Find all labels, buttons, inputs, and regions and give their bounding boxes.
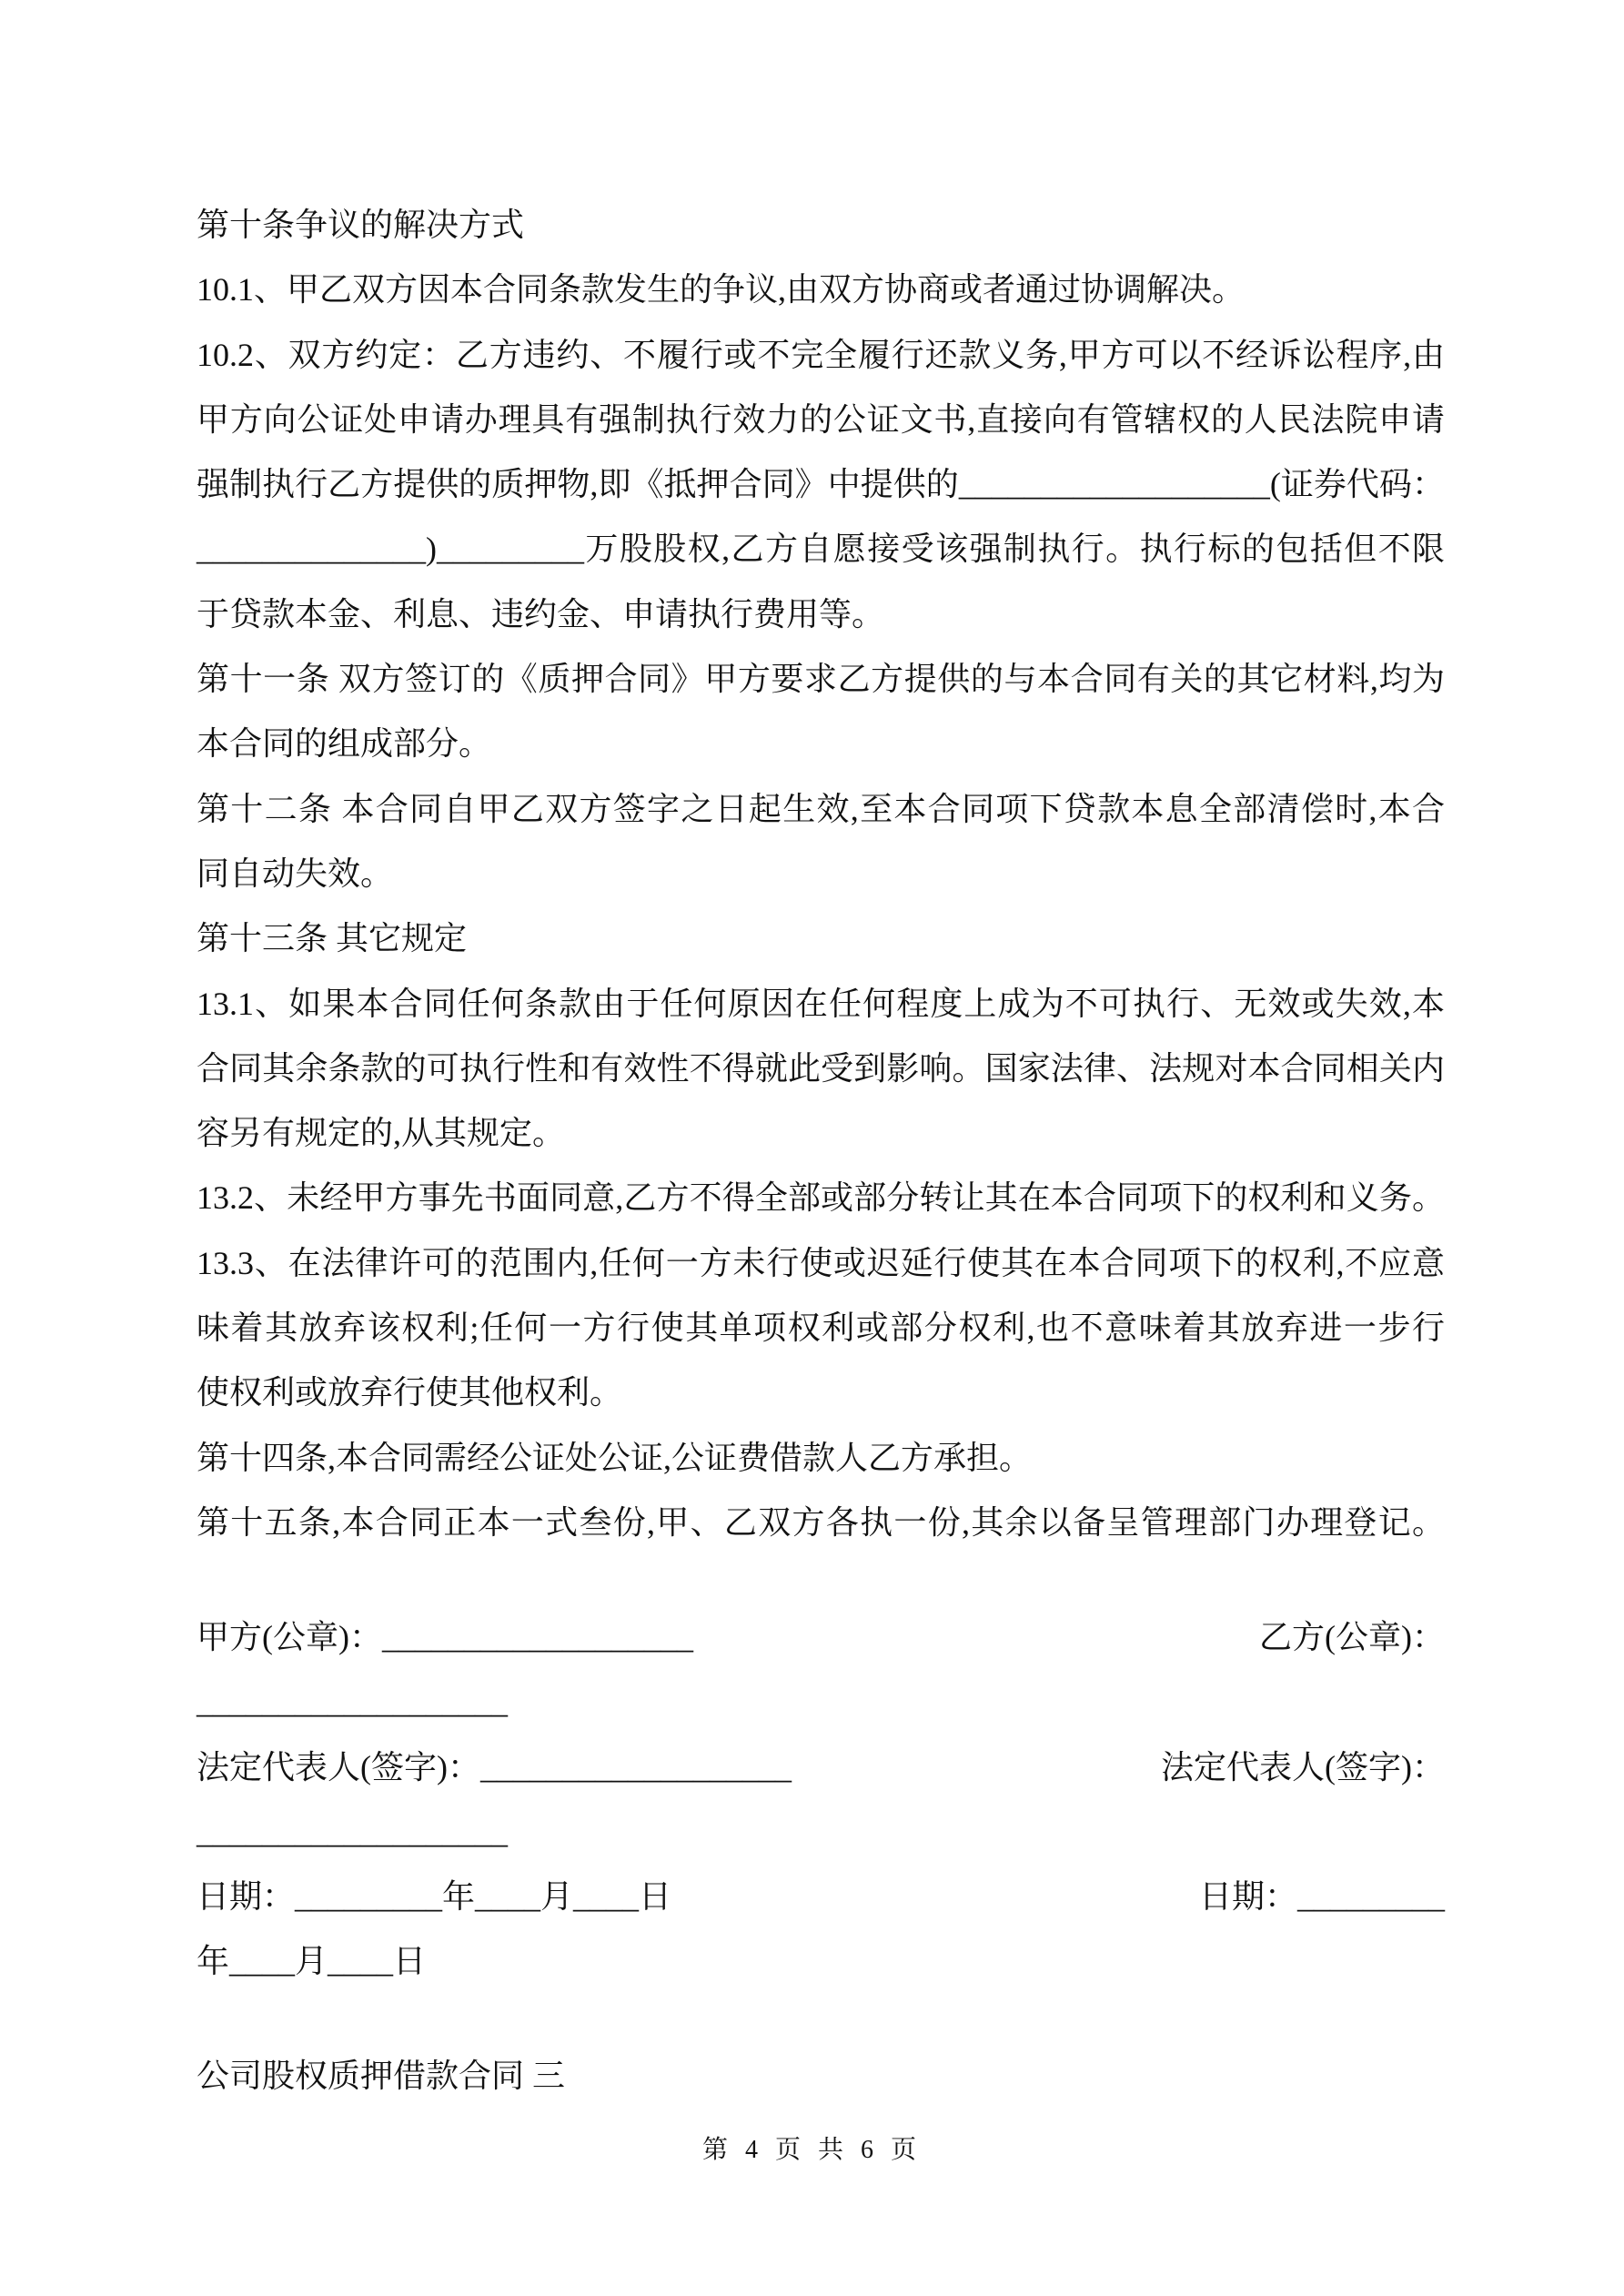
party-b-seal: 乙方(公章)：: [1259, 1619, 1445, 1655]
date-b: 日期：_________: [1198, 1878, 1445, 1916]
representative-row: [197, 1735, 1445, 1800]
body-line: 13.3、在法律许可的范围内,任何一方未行使或迟延行使其在本合同项下的权利,不应意: [197, 1244, 1445, 1281]
body-line: ______________)_________万股股权,乙方自愿接受该强制执行。执行标的包括但不限: [197, 531, 1445, 568]
body-line: 容另有规定的,从其规定。: [197, 1115, 566, 1152]
body-line: 强制执行乙方提供的质押物,即《抵押合同》中提供的___________________(证券代码：: [197, 466, 1445, 503]
body-line: 第十四条,本合同需经公证处公证,公证费借款人乙方承担。: [197, 1439, 1033, 1476]
date-b-cont: 年____月____日: [197, 1943, 427, 1980]
body-line: 第十一条 双方签订的《质押合同》甲方要求乙方提供的与本合同有关的其它材料,均为: [197, 661, 1445, 698]
body-line: 于贷款本金、利息、违约金、申请执行费用等。: [197, 595, 885, 632]
rep-a: 法定代表人(签字)：___________________: [197, 1748, 792, 1785]
body-line: 第十条争议的解决方式: [197, 207, 525, 243]
body-line: 第十三条 其它规定: [197, 920, 468, 957]
signature-section: [197, 1605, 1445, 1995]
body-line: 合同其余条款的可执行性和有效性不得就此受到影响。国家法律、法规对本合同相关内: [197, 1049, 1445, 1087]
body-line: 同自动失效。: [197, 855, 394, 892]
date-row: [197, 1865, 1445, 1929]
rep-b-blank: ___________________: [197, 1813, 508, 1850]
body-line: 使权利或放弃行使其他权利。: [197, 1374, 623, 1411]
next-contract-title: 公司股权质押借款合同 三: [197, 2058, 566, 2094]
party-a-seal: 甲方(公章)：___________________: [197, 1619, 693, 1655]
page-footer: 第 4 页 共 6 页: [701, 2136, 922, 2164]
body-line: 第十二条 本合同自甲乙双方签字之日起生效,至本合同项下贷款本息全部清偿时,本合: [197, 790, 1445, 827]
body-line: 甲方向公证处申请办理具有强制执行效力的公证文书,直接向有管辖权的人民法院申请: [197, 400, 1445, 438]
body-line: 10.1、甲乙双方因本合同条款发生的争议,由双方协商或者通过协调解决。: [197, 271, 1246, 308]
date-a: 日期：_________年____月____日: [197, 1878, 672, 1916]
contract-body: [197, 193, 1445, 1555]
body-line: 第十五条,本合同正本一式叁份,甲、乙双方各执一份,其余以备呈管理部门办理登记。: [197, 1503, 1445, 1541]
body-line: 10.2、双方约定：乙方违约、不履行或不完全履行还款义务,甲方可以不经诉讼程序,由: [197, 336, 1445, 373]
party-b-seal-blank: ___________________: [197, 1684, 508, 1721]
body-line: 本合同的组成部分。: [197, 725, 492, 763]
body-line: 13.2、未经甲方事先书面同意,乙方不得全部或部分转让其在本合同项下的权利和义务。: [197, 1179, 1445, 1217]
body-line: 味着其放弃该权利;任何一方行使其单项权利或部分权利,也不意味着其放弃进一步行: [197, 1310, 1445, 1347]
seal-row: [197, 1605, 1445, 1670]
rep-b: 法定代表人(签字)：: [1161, 1748, 1445, 1785]
body-line: 13.1、如果本合同任何条款由于任何原因在任何程度上成为不可执行、无效或失效,本: [197, 985, 1445, 1022]
